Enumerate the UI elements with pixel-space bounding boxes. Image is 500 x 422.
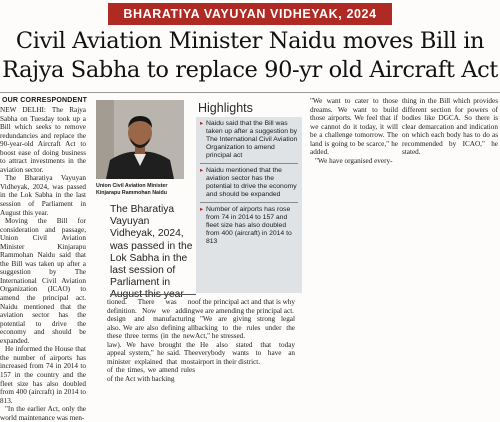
article-column-5 [402, 97, 498, 157]
paragraph: thing in the Bill which provides different section for powers of bodies like DGCA. So there is clear demarcation and indication on which each body has to do as recommended by ICAO," he stated. [402, 97, 498, 157]
headline-line-2: Rajya Sabha to replace 90-yr old Aircraft Act [2, 57, 498, 83]
highlight-divider [200, 163, 298, 164]
paragraph: "We are giving strong legal backing to the rules under the Act," he stressed. [195, 315, 295, 341]
section-banner: BHARATIYA VAYUYAN VIDHEYAK, 2024 [108, 3, 392, 25]
paragraph: "We want to cater to those dreams. We want to build those airports. We feel that if we cannot do it today, it will be a challenge tomorrow. The land is going to be scarce," he added. [310, 97, 398, 157]
paragraph: He also stated that today everybody wants to have an airport in their district. [195, 340, 295, 366]
highlight-divider [200, 202, 298, 203]
article-column-2 [107, 298, 195, 383]
paragraph: tioned. There was no definition. Now we adding design and manufacturing also. We are also defining all these three terms (in the new law). We have brought the appeal system," he said. The minister explained that most of the times, we amend rules of the Act with backing [107, 298, 195, 383]
paragraph: of the principal act and that is why we are amending the principal act. [195, 298, 295, 315]
highlight-item: ▸ Naidu said that the Bill was taken up after a suggestion by The International Civil Aviation Organization to amend principal act [200, 120, 298, 160]
paragraph: NEW DELHI: The Rajya Sabha on Tuesday took up a Bill which seeks to remove redundancies and replace the 90-year-old Aircraft Act to boost ease of doing business to attract investments in the aviation sector. [0, 106, 86, 174]
article-column-1 [0, 106, 86, 422]
headline-line-1: Civil Aviation Minister Naidu moves Bill in [15, 28, 485, 54]
highlight-item: ▸ Number of airports has rose from 74 in 2014 to 157 and fleet size has also doubled from 400 (aircraft) in 2014 to 813 [200, 206, 298, 246]
paragraph: He informed the House that the number of airports has increased from 74 in 2014 to 157 in the country and the fleet size has also doubled from 400 (aircraft) in 2014 to 813. [0, 345, 86, 405]
highlights-box [196, 117, 302, 293]
highlight-item: ▸ Naidu mentioned that the aviation sector has the potential to drive the economy and should be expanded [200, 167, 298, 199]
article-column-3 [195, 298, 295, 366]
headline [0, 27, 500, 85]
caption-line-1: Union Civil Aviation Minister [96, 183, 168, 189]
headline-divider [0, 92, 500, 93]
paragraph: Moving the Bill for consideration and passage, Union Civil Aviation Minister Kinjarapu Rammohan Naidu said that the Bill was taken up after a suggestion by The International Civil Aviation Organization (ICAO) to amend the principal act. Naidu mentioned that the aviation sector has the potential to drive the economy and should be expanded. [0, 217, 86, 345]
minister-photo [96, 100, 184, 179]
highlights-title: Highlights [198, 101, 253, 115]
portrait-image [96, 100, 184, 179]
byline: OUR CORRESPONDENT [2, 97, 88, 104]
caption-line-2: Kinjarapu Rammohan Naidu [96, 190, 167, 196]
article-column-4 [310, 97, 398, 165]
pull-quote-divider [110, 294, 196, 295]
paragraph: "We have organised every- [315, 156, 393, 165]
paragraph: The Bharatiya Vayuyan Vidheyak, 2024, was passed in the Lok Sabha in the last session of Parliament in August this year. [0, 174, 86, 217]
photo-caption [96, 183, 188, 197]
paragraph: "In the earlier Act, only the world maintenance was men- [0, 405, 86, 422]
pull-quote: The Bharatiya Vayuyan Vidheyak, 2024, was passed in the Lok Sabha in the last session of Parliament in [110, 204, 193, 289]
